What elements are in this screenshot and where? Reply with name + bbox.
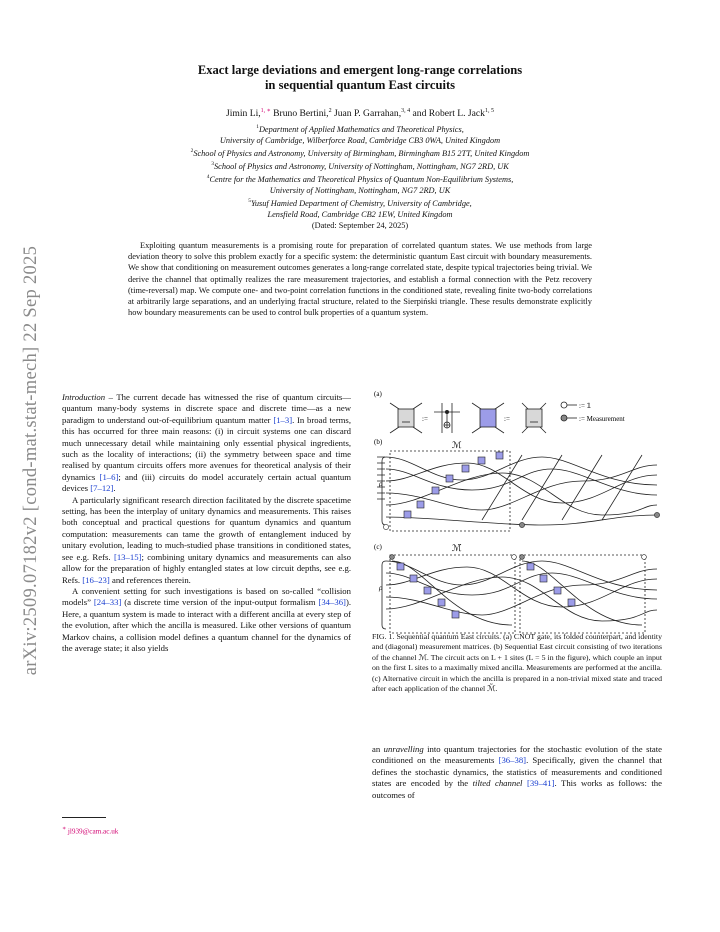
citation-link[interactable]: [36–38] (498, 755, 527, 766)
measurements-b (383, 512, 659, 529)
citation-link[interactable]: [7–12] (90, 483, 114, 494)
channel-Mtilde-label: ℳ̃ (452, 543, 462, 553)
paragraph: Introduction – The current decade has witnessed the rise of quantum circuits—quantum many-body systems in discrete space and discrete time—as a new paradigm to understand out-of-equilibrium quantum matter [1–3]. In broad terms, this has occurred for three main reasons: (i) in circuit systems one can discard much unnecessary detail while maintaining only essential physical ingredients, such as the locality of interactions; (ii) the symmetry between space and time realised by quantum circuits offers more avenues for theoretical analysis of their dynamics [1–6]; and (iii) circuits do model accurately certain actual quantum devices [7–12]. (62, 392, 351, 494)
panel-label-a: (a) (374, 390, 382, 398)
paper-title: Exact large deviations and emergent long-range correlations in sequential quantum East circuits (197, 63, 523, 92)
paragraph: A particularly significant research direction facilitated by the discrete spacetime setting, has been the interplay of unitary dynamics and measurements. This raises both conceptual and practical questions for quantum dynamics and quantum computation: measurements can tame the growth of entanglement induced by unitary evolution, leading to much-studied phase transitions in conditioned states, see e.g. Refs. [13–15]; combining unitary dynamics and measurements can also allow for the preparation of highly entangled states at low circuit depths, see e.g. Refs. [16–23] and references therein. (62, 494, 352, 585)
citation-link[interactable]: [1–3] (273, 414, 293, 425)
body-right-column (372, 744, 662, 801)
citation-link[interactable]: [13–15] (113, 551, 142, 562)
paragraph: A convenient setting for such investigations is based on so-called “collision models” [24–33] (a discrete time version of the input-output formalism [34–36]). Here, a quantum system is made to interact with a different ancilla at every step of the evolution, after which the ancilla is measured. Like other versions of quantum Markov chains, a collision model defines a quantum channel for the dynamics of the average state; it also yields (62, 585, 352, 653)
svg-text:ρ: ρ (379, 480, 383, 488)
panel-label-b: (b) (374, 438, 383, 446)
circuit-c (382, 555, 657, 633)
citation-link[interactable]: [24–33] (93, 597, 122, 608)
email-link[interactable]: jl939@cam.ac.uk (67, 827, 119, 836)
circuit-b (377, 451, 657, 531)
author-list: Jimin Li,$^{1, ∗}$ Bruno Bertini,$^2$ Juan P. Garrahan,$^{3, 4}$ and Robert L. Jack$^{1, 5}$ (226, 108, 494, 120)
ancilla-c (390, 555, 647, 560)
figure-caption: FIG. 1. Sequential quantum East circuits. (a) CNOT gate, its folded counterpart, and identity and (diagonal) measurement matrices. (b) Sequential East circuit consisting of two iterations of the channel ℳ. The circuit acts on L + 1 sites (L = 5 in the figure), which couple an input on the first L sites to a maximally mixed ancilla. Measurements are performed at the ancilla. (c) Alternative circuit in which the ancilla is prepared in a non-trivial mixed state and traced after each application of the channel ℳ̃. (372, 632, 662, 694)
paragraph: an unravelling into quantum trajectories for the stochastic evolution of the state conditioned on the measurements [36–38]. Specifically, given the channel that defines the stochastic dynamics, the statistics of measurements and conditioned states are encoded by the tilted channel [39–41]. This works as follows: the outcomes of (372, 744, 662, 800)
panel-label-c: (c) (374, 543, 382, 551)
citation-link[interactable]: [1–6] (99, 471, 119, 482)
channel-M-label: ℳ (452, 440, 462, 450)
measurement-label: := Measurement (579, 415, 625, 423)
body-left-column (62, 392, 351, 654)
svg-text::=: := (422, 415, 428, 423)
svg-text:ρ: ρ (379, 584, 383, 592)
identity-label: := 𝟙 (579, 402, 592, 410)
affiliations: $^1$Department of Applied Mathematics and Theoretical Physics, University of Cambridge, Wilberforce Road, Cambridge CB3 0WA, United Kingdom $^2$School of Physics and Astronomy, University of Birmingham, Birmingham B15 2TT, United Kingdom $^3$School of Physics and Astronomy, University of Nottingham, Nottingham, NG7 2RD, UK $^4$Centre for the Mathematics and Theoretical Physics of Quantum Non-Equilibrium Systems, University of Nottingham, Nottingham, NG7 2RD, UK $^5$Yusuf Hamied Department of Chemistry, University of Cambridge, Lensfield Road, Cambridge CB2 1EW, United Kingdom (Dated: September 24, 2025) (0, 122, 720, 232)
citation-link[interactable]: [34–36] (318, 597, 346, 608)
abstract: Exploiting quantum measurements is a promising route for preparation of correlated quantum states. We use methods from large deviation theory to solve this problem exactly for a specific system: the deterministic quantum East circuit with boundary measurements. We show that conditioning on measurement outcomes generates a long-range correlated state, despite typical trajectories being trivial. We derive the channel that optimally realizes the rare measurement trajectories, and establish a formal connection with the Petz recovery (time-reversal) map. We compute one- and two-point correlation functions in the conditioned state, revealing finite two-body correlations at arbitrarily large separations, and an underlying fractal structure, related to the Sierpiński triangle. These results demonstrate explicitly how boundary measurements can be used to control bulk properties of a quantum system. (128, 241, 592, 318)
citation-link[interactable]: [39–41] (526, 778, 555, 789)
svg-text::=: := (504, 415, 510, 423)
footnote-divider (62, 817, 106, 818)
footnote: ∗ jl939@cam.ac.uk (62, 826, 119, 836)
arxiv-identifier: arXiv:2509.07182v2 [cond-mat.stat-mech] 22 Sep 2025 (21, 245, 42, 675)
citation-link[interactable]: [16–23] (82, 574, 110, 585)
date-line: (Dated: September 24, 2025) (311, 221, 409, 231)
figure-1 (372, 385, 662, 635)
gate-legend (390, 402, 577, 433)
